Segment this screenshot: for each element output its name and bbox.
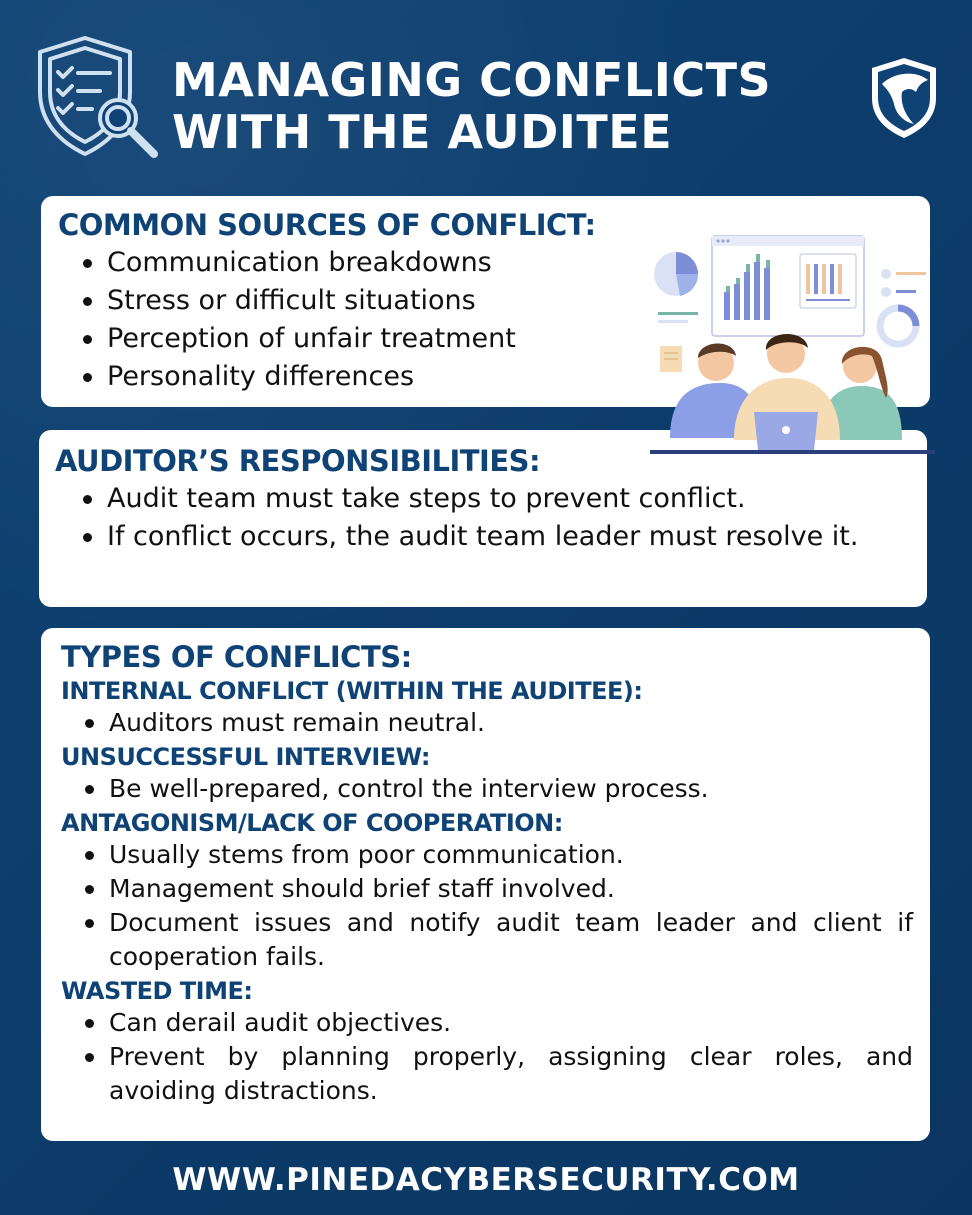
title-line-1: MANAGING CONFLICTS — [172, 53, 772, 107]
types-of-conflicts-card — [41, 628, 930, 1141]
shield-checklist-magnifier-icon — [30, 30, 165, 165]
unsuccessful-interview-list — [73, 772, 913, 806]
list-item: Usually stems from poor communication. — [73, 838, 913, 872]
list-item: Be well-prepared, control the interview process. — [73, 772, 913, 806]
list-item: Audit team must take steps to prevent conflict. — [71, 480, 907, 518]
wasted-time-subheading: WASTED TIME: — [61, 977, 253, 1005]
internal-conflict-list — [73, 706, 913, 740]
types-of-conflicts-heading: TYPES OF CONFLICTS: — [61, 640, 412, 674]
list-item: Management should brief staff involved. — [73, 872, 913, 906]
common-sources-heading: COMMON SOURCES OF CONFLICT: — [58, 208, 596, 242]
antagonism-subheading: ANTAGONISM/LACK OF COOPERATION: — [61, 809, 563, 837]
list-item: Prevent by planning properly, assigning clear roles, and avoiding distractions. — [73, 1040, 913, 1108]
team-dashboard-illustration — [650, 228, 935, 463]
page-title — [172, 54, 771, 158]
auditor-responsibilities-heading: AUDITOR’S RESPONSIBILITIES: — [55, 444, 541, 478]
internal-conflict-subheading: INTERNAL CONFLICT (WITHIN THE AUDITEE): — [61, 677, 643, 705]
common-sources-list — [71, 244, 651, 396]
unsuccessful-interview-subheading: UNSUCCESSFUL INTERVIEW: — [61, 743, 430, 771]
list-item: Can derail audit objectives. — [73, 1006, 913, 1040]
antagonism-list — [73, 838, 913, 974]
list-item: Perception of unfair treatment — [71, 320, 651, 358]
shield-eagle-logo — [866, 54, 942, 140]
list-item: Stress or difficult situations — [71, 282, 651, 320]
wasted-time-list — [73, 1006, 913, 1108]
title-line-2: WITH THE AUDITEE — [172, 105, 673, 159]
list-item: Personality differences — [71, 358, 651, 396]
list-item: Document issues and notify audit team leader and client if cooperation fails. — [73, 906, 913, 974]
list-item: Communication breakdowns — [71, 244, 651, 282]
footer-website-url: WWW.PINEDACYBERSECURITY.COM — [172, 1162, 800, 1198]
list-item: Auditors must remain neutral. — [73, 706, 913, 740]
list-item: If conflict occurs, the audit team leader must resolve it. — [71, 518, 907, 556]
auditor-responsibilities-list — [71, 480, 907, 556]
